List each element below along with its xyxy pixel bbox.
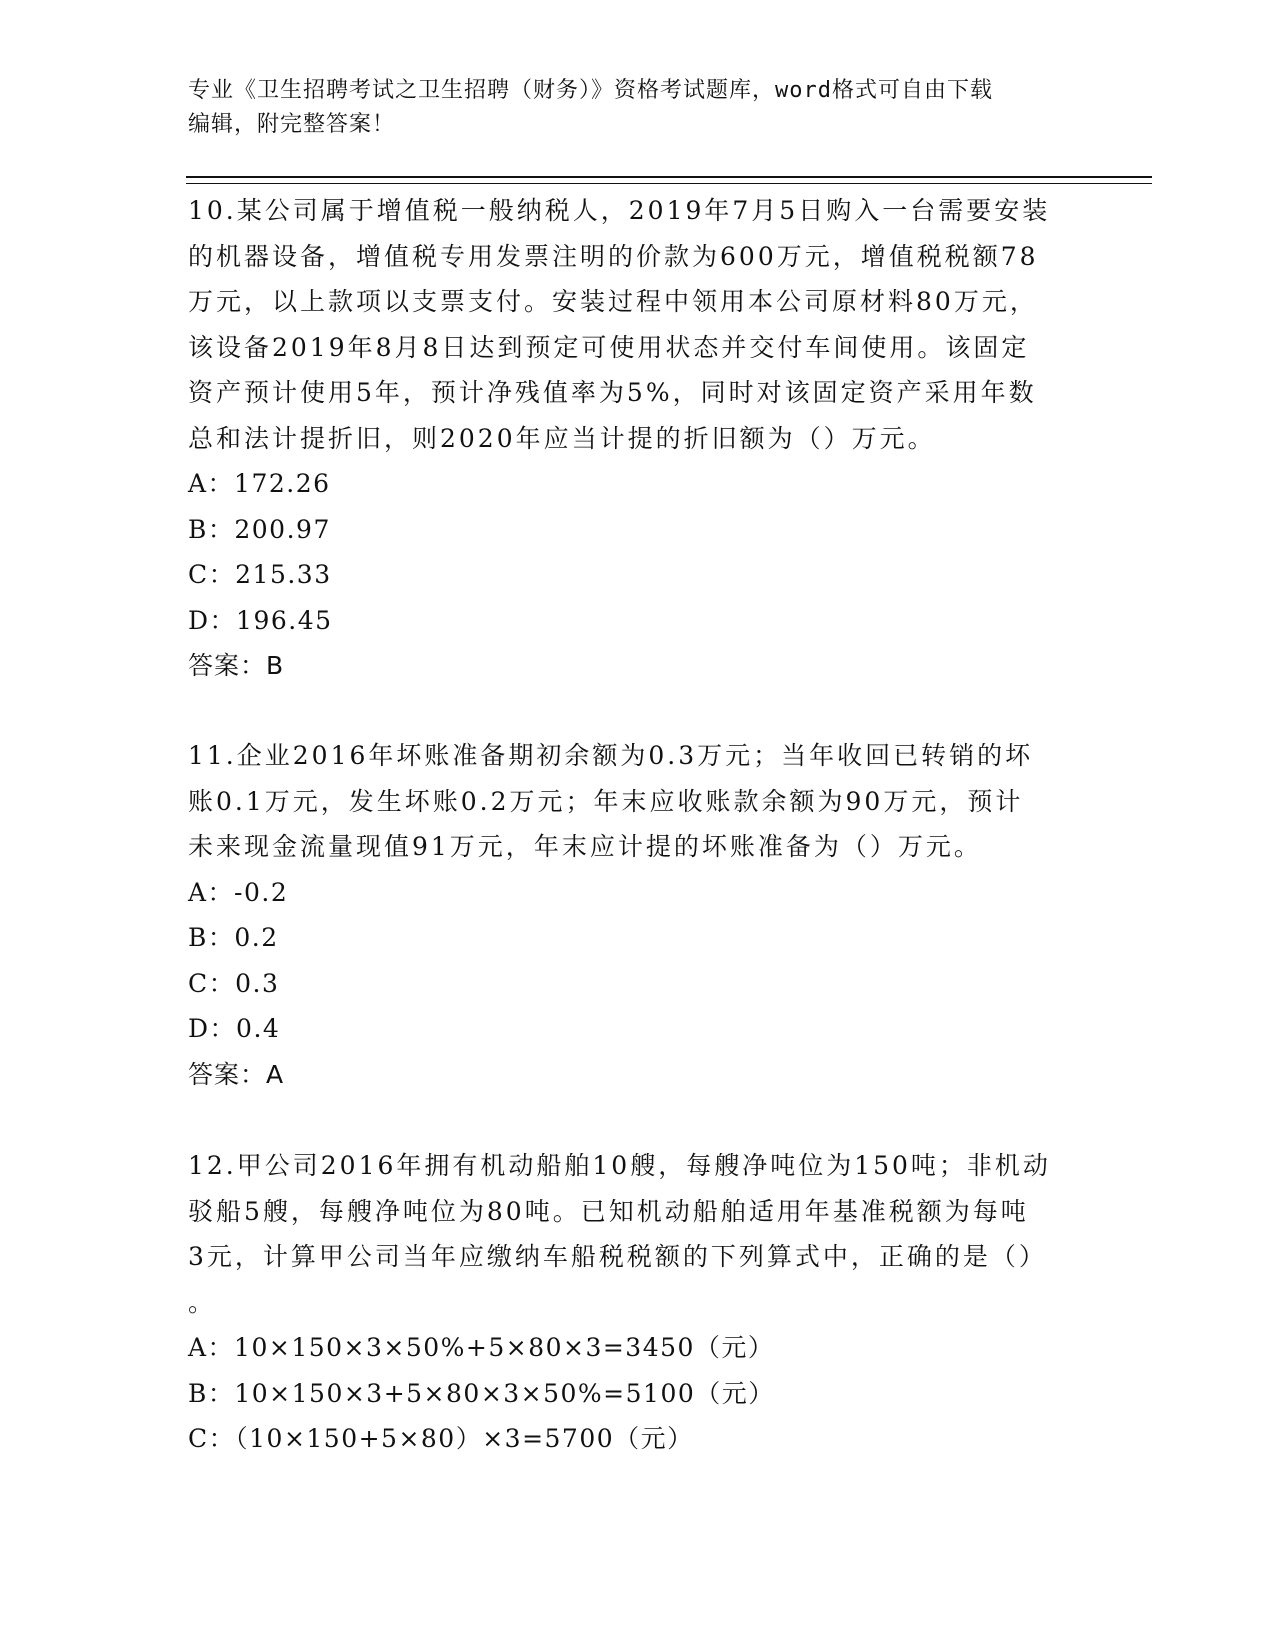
stem-line: 的机器设备，增值税专用发票注明的价款为600万元，增值税税额78: [188, 241, 1039, 271]
stem-line: 该设备2019年8月8日达到预定可使用状态并交付车间使用。该固定: [188, 332, 1030, 362]
option-b: B：200.97: [188, 514, 331, 544]
option-a: A：172.26: [188, 469, 331, 498]
answer-label: 答案：B: [188, 651, 285, 680]
question-stem: [188, 1143, 1088, 1325]
option-a: A：10×150×3×50%+5×80×3=3450（元）: [188, 1333, 775, 1362]
option-b: B：10×150×3+5×80×3×50%=5100（元）: [188, 1378, 775, 1408]
stem-line: 资产预计使用5年，预计净残值率为5%，同时对该固定资产采用年数: [188, 378, 1037, 407]
stem-line: 驳船5艘，每艘净吨位为80吨。已知机动船舶适用年基准税额为每吨: [188, 1196, 1029, 1226]
stem-line: 万元，以上款项以支票支付。安装过程中领用本公司原材料80万元，: [188, 287, 1038, 316]
question-stem: [188, 188, 1088, 461]
question-10: [188, 188, 1088, 689]
stem-line: 3元，计算甲公司当年应缴纳车船税税额的下列算式中，正确的是（）: [188, 1242, 1047, 1271]
question-12: [188, 1143, 1088, 1462]
option-a: A：-0.2: [188, 877, 289, 907]
document-header: [188, 74, 1088, 142]
option-b: B：0.2: [188, 923, 279, 952]
stem-line: 11.企业2016年坏账准备期初余额为0.3万元；当年收回已转销的坏: [188, 741, 1034, 770]
question-11: [188, 733, 1088, 1097]
option-c: C：215.33: [188, 560, 332, 589]
stem-line: 。: [188, 1287, 217, 1317]
stem-line: 未来现金流量现值91万元，年末应计提的坏账准备为（）万元。: [188, 832, 982, 861]
option-c: C：（10×150+5×80）×3=5700（元）: [188, 1424, 694, 1453]
header-line-2: 编辑，附完整答案！: [188, 112, 396, 137]
option-d: D：0.4: [188, 1014, 281, 1043]
header-line-1: 专业《卫生招聘考试之卫生招聘（财务）》资格考试题库，word格式可自由下载: [188, 78, 993, 103]
option-d: D：196.45: [188, 605, 333, 635]
question-stem: [188, 733, 1088, 870]
stem-line: 12.甲公司2016年拥有机动船舶10艘，每艘净吨位为150吨；非机动: [188, 1151, 1051, 1180]
stem-line: 10.某公司属于增值税一般纳税人，2019年7月5日购入一台需要安装: [188, 196, 1051, 225]
header-divider-thin: [186, 183, 1152, 184]
option-c: C：0.3: [188, 968, 280, 998]
header-divider-thick: [186, 176, 1152, 178]
stem-line: 账0.1万元，发生坏账0.2万元；年末应收账款余额为90万元，预计: [188, 786, 1024, 816]
answer-label: 答案：A: [188, 1059, 285, 1089]
stem-line: 总和法计提折旧，则2020年应当计提的折旧额为（）万元。: [188, 423, 936, 453]
